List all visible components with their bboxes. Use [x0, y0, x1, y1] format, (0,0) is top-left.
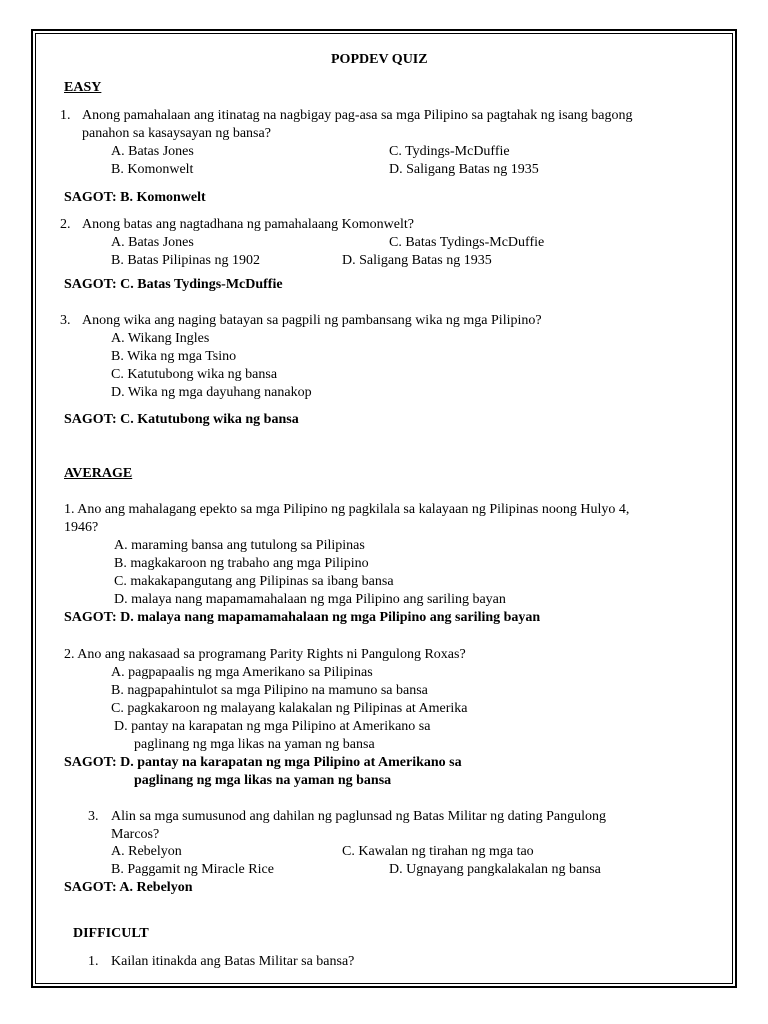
option-b: B. Batas Pilipinas ng 1902	[111, 253, 260, 268]
question-number: 1.	[88, 954, 99, 969]
question-number: 3.	[88, 809, 99, 824]
section-heading-easy: EASY	[64, 80, 102, 95]
option-b: B. Wika ng mga Tsino	[111, 349, 237, 364]
option-c: C. makakapangutang ang Pilipinas sa ibang bansa	[114, 574, 394, 589]
answer-text-continued: paglinang ng mga likas na yaman ng bansa	[134, 773, 392, 788]
question-number: 2.	[60, 217, 71, 232]
question-text: 1. Ano ang mahalagang epekto sa mga Pilipino ng pagkilala sa kalayaan ng Pilipinas noong Hulyo 4,	[64, 502, 630, 517]
option-a: A. Rebelyon	[111, 844, 182, 859]
answer-text: SAGOT: A. Rebelyon	[64, 880, 193, 895]
question-text: Anong batas ang nagtadhana ng pamahalaang Komonwelt?	[82, 217, 415, 232]
option-a: A. Batas Jones	[111, 144, 194, 159]
option-c: C. Batas Tydings-McDuffie	[389, 235, 545, 250]
option-a: A. Batas Jones	[111, 235, 194, 250]
page-title: POPDEV QUIZ	[331, 52, 428, 67]
option-d: D. Saligang Batas ng 1935	[342, 253, 492, 268]
option-b: B. Komonwelt	[111, 162, 194, 177]
question-number: 3.	[60, 313, 71, 328]
option-c: C. Katutubong wika ng bansa	[111, 367, 278, 382]
question-text: panahon sa kasaysayan ng bansa?	[82, 126, 271, 141]
section-heading-average: AVERAGE	[64, 466, 133, 481]
option-d: D. Saligang Batas ng 1935	[389, 162, 539, 177]
question-text: 1946?	[64, 520, 99, 535]
option-a: A. pagpapaalis ng mga Amerikano sa Pilipinas	[111, 665, 373, 680]
option-d: D. malaya nang mapamamahalaan ng mga Pilipino ang sariling bayan	[114, 592, 506, 607]
question-text: 2. Ano ang nakasaad sa programang Parity Rights ni Pangulong Roxas?	[64, 647, 466, 662]
option-c: C. Tydings-McDuffie	[389, 144, 510, 159]
section-heading-difficult: DIFFICULT	[73, 926, 149, 941]
option-a: A. Wikang Ingles	[111, 331, 210, 346]
question-text: Marcos?	[111, 827, 160, 842]
option-b: B. Paggamit ng Miracle Rice	[111, 862, 274, 877]
question-text: Anong wika ang naging batayan sa pagpili ng pambansang wika ng mga Pilipino?	[82, 313, 542, 328]
option-d: D. Wika ng mga dayuhang nanakop	[111, 385, 312, 400]
option-a: A. maraming bansa ang tutulong sa Pilipinas	[114, 538, 365, 553]
option-d: D. Ugnayang pangkalakalan ng bansa	[389, 862, 601, 877]
question-number: 1.	[60, 108, 71, 123]
option-c: C. Kawalan ng tirahan ng mga tao	[342, 844, 534, 859]
question-text: Kailan itinakda ang Batas Militar sa bansa?	[111, 954, 355, 969]
question-text: Alin sa mga sumusunod ang dahilan ng paglunsad ng Batas Militar ng dating Pangulong	[111, 809, 606, 824]
answer-text: SAGOT: C. Katutubong wika ng bansa	[64, 412, 299, 427]
option-c: C. pagkakaroon ng malayang kalakalan ng Pilipinas at Amerika	[111, 701, 468, 716]
option-d-continued: paglinang ng mga likas na yaman ng bansa	[134, 737, 375, 752]
answer-text: SAGOT: C. Batas Tydings-McDuffie	[64, 277, 283, 292]
answer-text: SAGOT: D. pantay na karapatan ng mga Pilipino at Amerikano sa	[64, 755, 462, 770]
option-b: B. magkakaroon ng trabaho ang mga Pilipino	[114, 556, 369, 571]
option-b: B. nagpapahintulot sa mga Pilipino na mamuno sa bansa	[111, 683, 428, 698]
option-d: D. pantay na karapatan ng mga Pilipino at Amerikano sa	[114, 719, 431, 734]
answer-text: SAGOT: D. malaya nang mapamamahalaan ng mga Pilipino ang sariling bayan	[64, 610, 541, 625]
answer-text: SAGOT: B. Komonwelt	[64, 190, 206, 205]
question-text: Anong pamahalaan ang itinatag na nagbigay pag-asa sa mga Pilipino sa pagtahak ng isang bagong	[82, 108, 633, 123]
